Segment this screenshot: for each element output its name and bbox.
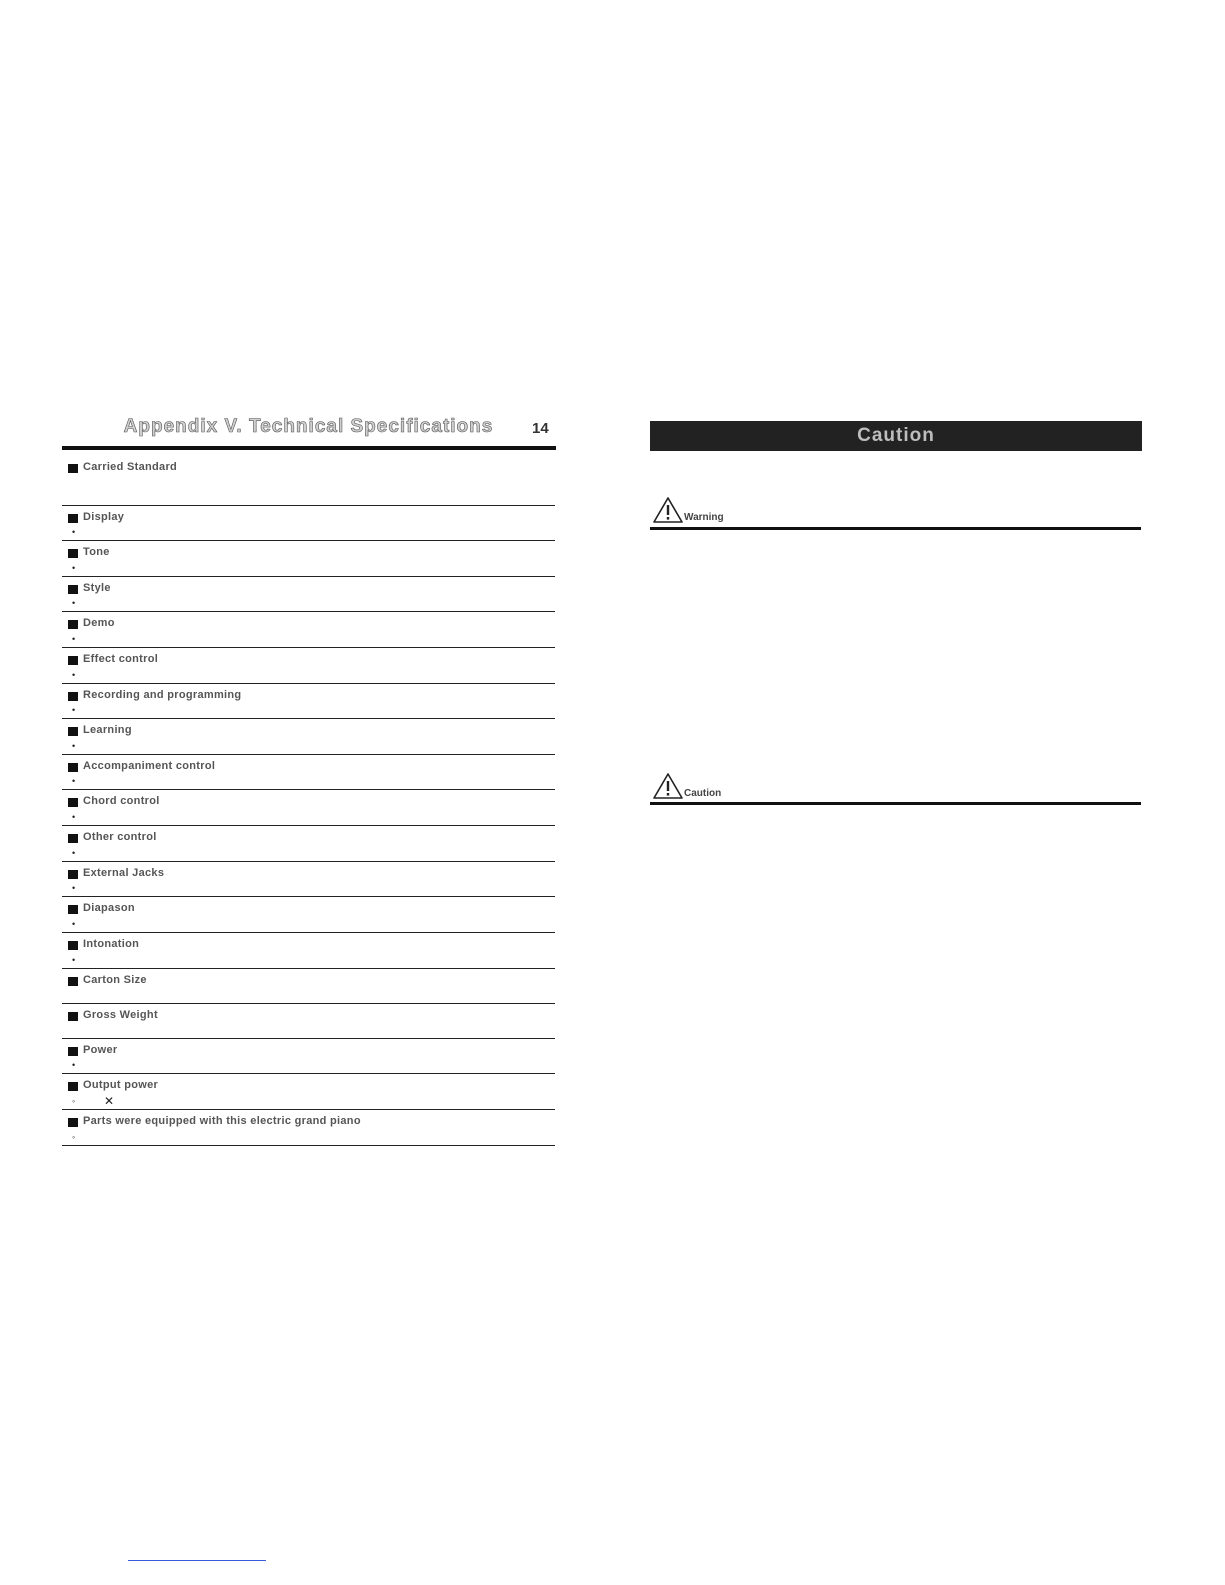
- spec-row: [62, 790, 555, 826]
- spec-label: Display: [83, 511, 125, 523]
- bullet-square-icon: [68, 870, 78, 879]
- spec-label: Style: [83, 582, 111, 594]
- spec-value-marker: •: [72, 598, 76, 608]
- bullet-square-icon: [68, 798, 78, 807]
- spec-label: Output power: [83, 1079, 159, 1091]
- spec-value-marker: •: [72, 955, 76, 965]
- bullet-square-icon: [68, 1118, 78, 1127]
- spec-value-marker: •: [72, 563, 76, 573]
- spec-row: [62, 755, 555, 790]
- caution-triangle-icon: [652, 772, 684, 800]
- spec-row: [62, 648, 555, 684]
- spec-value-marker: •: [72, 848, 76, 858]
- warning-triangle-icon: [652, 496, 684, 524]
- caution-header: Caution: [650, 421, 1142, 451]
- spec-value-marker: ◦: [72, 1096, 76, 1106]
- spec-label: Carton Size: [83, 974, 147, 986]
- spec-row: [62, 826, 555, 862]
- page-number: 14: [532, 420, 549, 437]
- spec-row: [62, 862, 555, 897]
- spec-value-marker: •: [72, 705, 76, 715]
- spec-value-marker: •: [72, 812, 76, 822]
- spec-label: Demo: [83, 617, 115, 629]
- caution-label: Caution: [684, 788, 722, 799]
- spec-row: [62, 933, 555, 969]
- spec-value-marker: •: [72, 527, 76, 537]
- bullet-square-icon: [68, 514, 78, 523]
- spec-label: Diapason: [83, 902, 135, 914]
- spec-label: Recording and programming: [83, 689, 242, 701]
- spec-row: [62, 1110, 555, 1146]
- bullet-square-icon: [68, 763, 78, 772]
- bullet-square-icon: [68, 834, 78, 843]
- spec-row: [62, 969, 555, 1004]
- spec-row: [62, 456, 555, 506]
- page-title: Appendix V. Technical Specifications: [123, 416, 494, 437]
- spec-label: Intonation: [83, 938, 140, 950]
- spec-row: [62, 506, 555, 541]
- spec-label: Chord control: [83, 795, 160, 807]
- spec-value-marker: ◦: [72, 1132, 76, 1142]
- bullet-square-icon: [68, 941, 78, 950]
- spec-row: [62, 684, 555, 719]
- spec-label: Carried Standard: [83, 461, 178, 473]
- bullet-square-icon: [68, 549, 78, 558]
- spec-label: Gross Weight: [83, 1009, 158, 1021]
- spec-row: [62, 1074, 555, 1110]
- footer-link-underline[interactable]: [128, 1560, 266, 1561]
- spec-row: [62, 612, 555, 648]
- spec-value-marker: •: [72, 670, 76, 680]
- spec-label: Parts were equipped with this electric grand piano: [83, 1115, 361, 1127]
- bullet-square-icon: [68, 1047, 78, 1056]
- caution-rule: [650, 802, 1141, 805]
- spec-value-marker: •: [72, 919, 76, 929]
- spec-label: Accompaniment control: [83, 760, 216, 772]
- bullet-square-icon: [68, 1082, 78, 1091]
- bullet-square-icon: [68, 727, 78, 736]
- spec-value-marker: •: [72, 1060, 76, 1070]
- spec-label: Power: [83, 1044, 118, 1056]
- bullet-square-icon: [68, 620, 78, 629]
- spec-row: [62, 1039, 555, 1074]
- spec-row: [62, 577, 555, 612]
- spec-value-marker: •: [72, 776, 76, 786]
- spec-row: [62, 719, 555, 755]
- bullet-square-icon: [68, 692, 78, 701]
- warning-label: Warning: [684, 512, 724, 523]
- spec-row: [62, 897, 555, 933]
- spec-label: Tone: [83, 546, 110, 558]
- bullet-square-icon: [68, 656, 78, 665]
- title-rule: [62, 446, 556, 450]
- bullet-square-icon: [68, 585, 78, 594]
- spec-value-marker: •: [72, 883, 76, 893]
- bullet-square-icon: [68, 905, 78, 914]
- bullet-square-icon: [68, 1012, 78, 1021]
- bullet-square-icon: [68, 464, 78, 473]
- spec-row: [62, 1004, 555, 1039]
- spec-row: [62, 541, 555, 577]
- spec-value-marker: •: [72, 741, 76, 751]
- spec-label: External Jacks: [83, 867, 165, 879]
- spec-value-marker: •: [72, 634, 76, 644]
- spec-label: Learning: [83, 724, 132, 736]
- bullet-square-icon: [68, 977, 78, 986]
- multiply-sign: ✕: [104, 1094, 115, 1108]
- spec-label: Effect control: [83, 653, 159, 665]
- warning-rule: [650, 527, 1141, 530]
- spec-label: Other control: [83, 831, 157, 843]
